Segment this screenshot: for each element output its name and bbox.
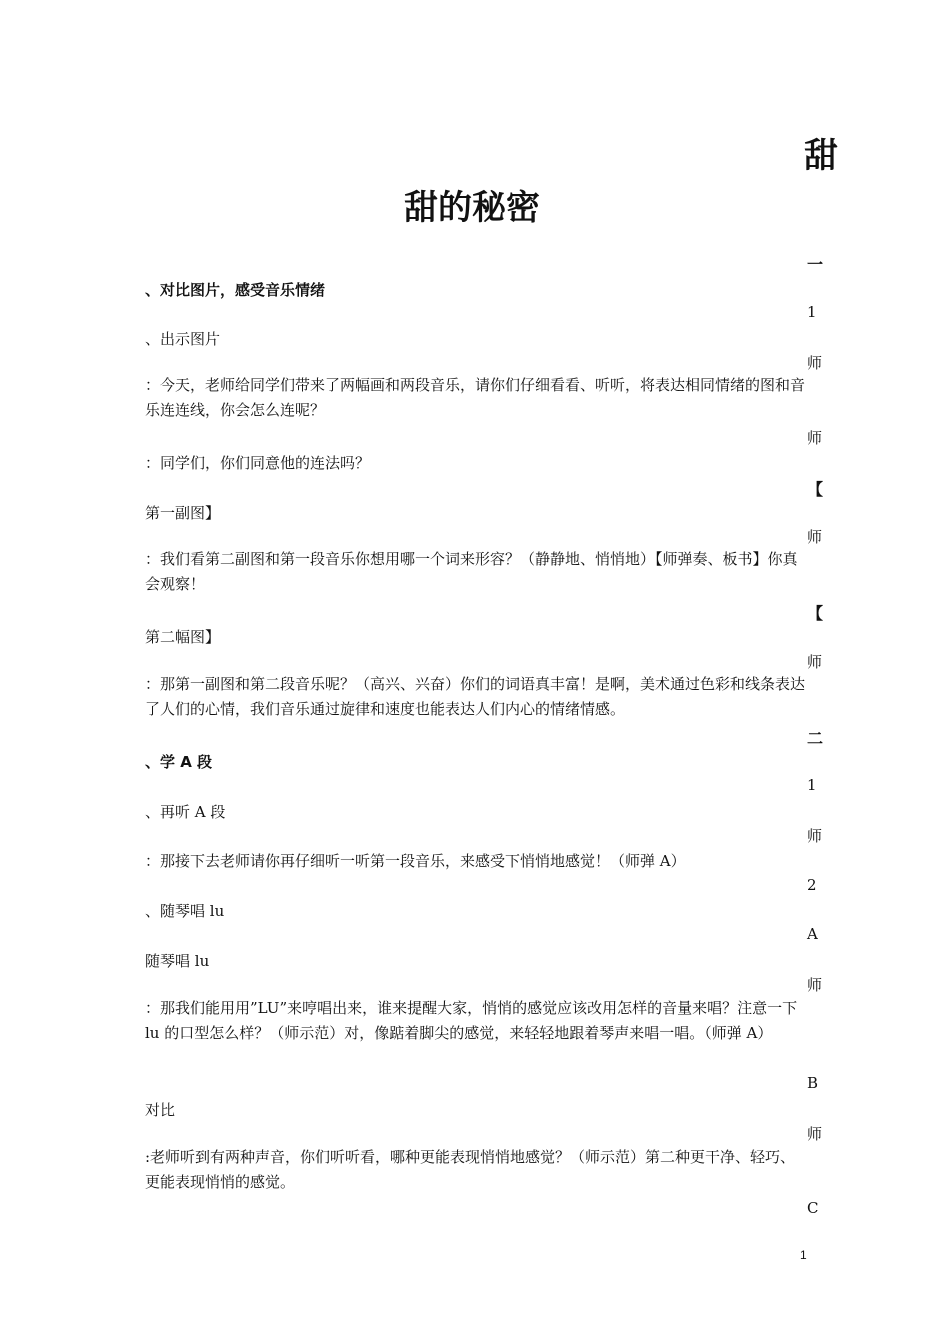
list-marker: 1 [807,776,817,794]
speaker-marker: 师 [807,976,823,994]
speaker-marker: 师 [807,354,823,372]
speaker-marker: 师 [807,528,823,546]
paragraph: ：同学们，你们同意他的连法吗？ [145,454,371,472]
title-part-1: 甜 [804,136,838,176]
list-marker: 1 [807,303,817,321]
section-heading: 、对比图片，感受音乐情绪 [145,281,326,299]
title-part-2: 甜的秘密 [404,188,540,228]
paragraph: ：那我们能用用”LU”来哼唱出来，谁来提醒大家，悄悄的感觉应该改用怎样的音量来唱？注意一下 lu 的口型怎么样？（师示范）对，像踮着脚尖的感觉，来轻轻地跟着琴声来唱一唱。（师弹 A） [145,999,798,1042]
paragraph: ：那第一副图和第二段音乐呢？（高兴、兴奋）你们的词语真丰富！是啊，美术通过色彩和线条表达了人们的心情，我们音乐通过旋律和速度也能表达人们内心的情绪情感。 [145,675,806,718]
sub-marker: B [807,1074,819,1092]
speaker-marker: 师 [807,653,823,671]
section-marker: 一 [807,255,824,274]
page-number: 1 [800,1248,807,1262]
speaker-marker: 师 [807,827,823,845]
list-item: 、出示图片 [145,330,221,348]
list-marker: 2 [807,876,817,894]
bracket-marker: 【 [807,480,824,499]
section-marker: 二 [807,729,824,748]
paragraph: :老师听到有两种声音，你们听听看，哪种更能表现悄悄地感觉？（师示范）第二种更干净、轻巧、更能表现悄悄的感觉。 [145,1148,796,1191]
subheading: 随琴唱 lu [145,952,210,970]
paragraph: ：我们看第二副图和第一段音乐你想用哪一个词来形容？（静静地、悄悄地）【师弹奏、板书】你真会观察！ [145,550,798,593]
section-heading: 、学 A 段 [145,753,213,771]
subheading: 第二幅图】 [145,628,221,646]
speaker-marker: 师 [807,429,823,447]
sub-marker: C [807,1199,819,1217]
bracket-marker: 【 [807,604,824,623]
paragraph: ：那接下去老师请你再仔细听一听第一段音乐，来感受下悄悄地感觉！（师弹 A） [145,852,686,870]
subheading: 第一副图】 [145,504,221,522]
list-item: 、随琴唱 lu [145,902,225,920]
paragraph: ：今天，老师给同学们带来了两幅画和两段音乐，请你们仔细看看、听听，将表达相同情绪的图和音乐连连线，你会怎么连呢？ [145,376,806,419]
list-item: 、再听 A 段 [145,803,226,821]
subheading: 对比 [145,1101,176,1119]
speaker-marker: 师 [807,1125,823,1143]
sub-marker: A [807,925,818,943]
